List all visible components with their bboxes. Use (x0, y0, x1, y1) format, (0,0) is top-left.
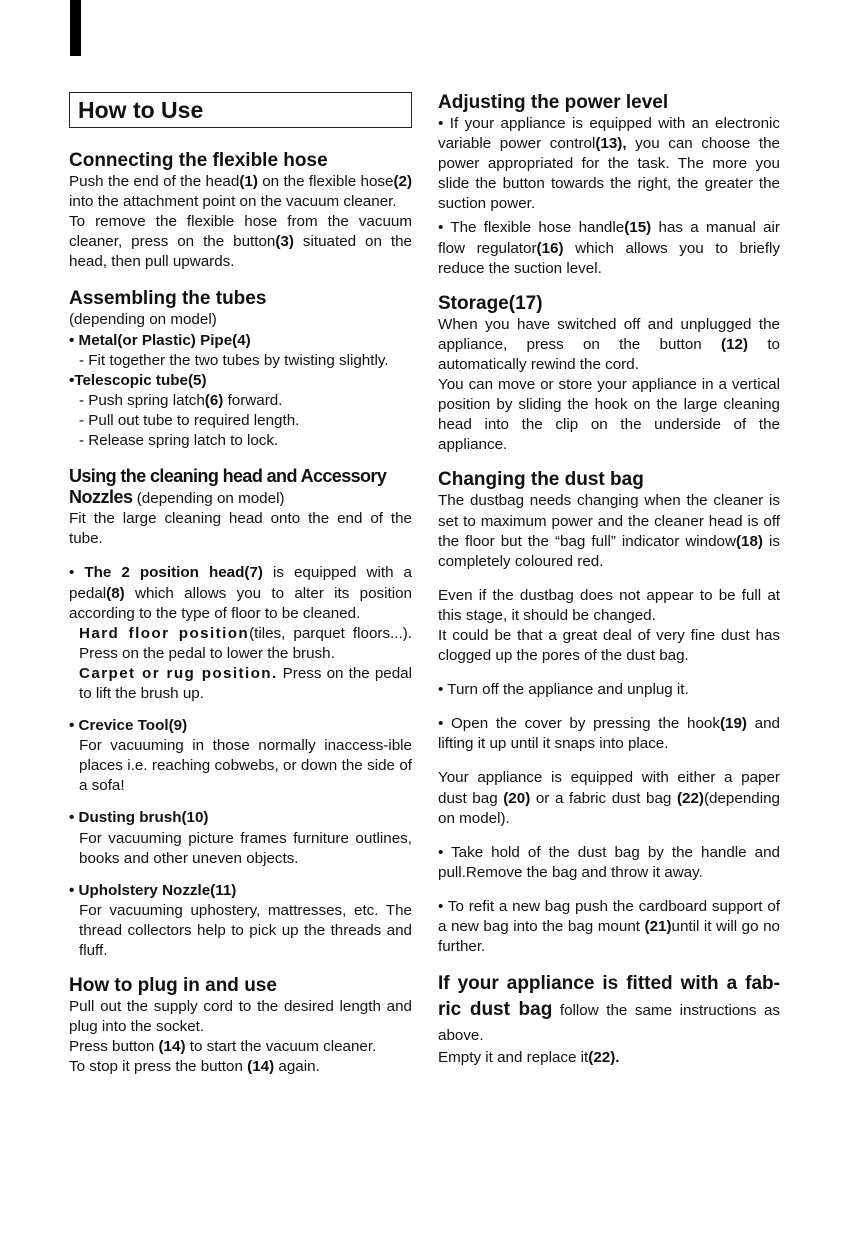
section-title-tubes: Assembling the tubes (69, 288, 267, 310)
two-position-head: • The 2 position head(7) is equipped with a pedal(8) which allows you to alter its position according to the type of floor to be cleaned. (69, 564, 412, 622)
section-title-power: Adjusting the power level (438, 92, 669, 113)
power-item-1: • If your appliance is equipped with an electronic variable power control(13), you can choose the power appropriated for the task. The more you slide the button towards the right, the greater the suction power. (438, 115, 780, 213)
tubes-subtitle: (depending on model) (69, 311, 217, 329)
section-title-plug: How to plug in and use (69, 975, 277, 997)
hose-paragraph-1: Push the end of the head(1) on the flexible hose(2) into the attachment point on the vacuum cleaner. (69, 173, 413, 211)
crevice-tool-label: • Crevice Tool(9) (69, 717, 188, 735)
power-item-2: • The flexible hose handle(15) has a manual air flow regulator(16) which allows you to briefly reduce the suction level. (438, 219, 781, 277)
bag-paragraph-1: The dustbag needs changing when the cleaner is set to maximum power and the cleaner head is off the floor but the “bag full” indicator window(18) is completely coloured red. (438, 492, 780, 570)
right-column (438, 92, 780, 1068)
telescopic-step-1: - Push spring latch(6) forward. (79, 391, 283, 409)
page-title: How to Use (69, 92, 412, 128)
nozzles-title-line2: Nozzles (depending on model) (69, 487, 285, 508)
storage-paragraph-2: You can move or store your appliance in a vertical position by sliding the hook on the large cleaning head into the clip on the underside of the appliance. (438, 376, 780, 454)
fabric-bag-paragraph: If your appliance is fitted with a fab-ric dust bag follow the same instructions as above. (438, 973, 781, 1045)
bag-type-paragraph: Your appliance is equipped with either a paper dust bag (20) or a fabric dust bag (22)(depending on model). (438, 769, 780, 827)
plug-paragraph-3: To stop it press the button (14) again. (69, 1058, 320, 1076)
telescopic-step-3: - Release spring latch to lock. (79, 432, 279, 450)
telescopic-label: •Telescopic tube(5) (69, 371, 207, 389)
bag-paragraph-2: Even if the dustbag does not appear to be full at this stage, it should be changed. (438, 586, 780, 624)
upholstery-nozzle-text: For vacuuming uphostery, mattresses, etc. The thread collectors help to pick up the threads and fluff. (79, 901, 412, 959)
storage-paragraph-1: When you have switched off and unplugged the appliance, press on the button (12) to automatically rewind the cord. (438, 315, 780, 373)
telescopic-step-2: - Pull out tube to required length. (79, 411, 300, 429)
section-tab-marker (70, 0, 81, 56)
bag-step-refit: • To refit a new bag push the cardboard support of a new bag into the bag mount (21)until it will go no further. (438, 897, 780, 956)
section-title-storage: Storage(17) (438, 292, 543, 314)
dusting-brush-text: For vacuuming picture frames furniture outlines, books and other uneven objects. (79, 829, 412, 867)
section-title-nozzles: Using the cleaning head and Accessory (69, 466, 387, 487)
crevice-tool-text: For vacuuming in those normally inaccess-ible places i.e. reaching cobwebs, or down the side of a sofa! (79, 737, 412, 795)
section-title-dust-bag: Changing the dust bag (438, 469, 644, 491)
plug-paragraph-1: Pull out the supply cord to the desired length and plug into the socket. (69, 998, 412, 1036)
fabric-bag-empty: Empty it and replace it(22). (438, 1049, 620, 1067)
plug-paragraph-2: Press button (14) to start the vacuum cleaner. (69, 1038, 377, 1056)
bag-paragraph-3: It could be that a great deal of very fine dust has clogged up the pores of the dust bag. (438, 626, 780, 665)
nozzles-intro: Fit the large cleaning head onto the end of the tube. (69, 510, 412, 548)
hose-paragraph-2: To remove the flexible hose from the vacuum cleaner, press on the button(3) situated on the head, then pull upwards. (69, 213, 412, 271)
metal-pipe-text: - Fit together the two tubes by twisting slightly. (79, 351, 389, 369)
dusting-brush-label: • Dusting brush(10) (69, 809, 209, 827)
metal-pipe-label: • Metal(or Plastic) Pipe(4) (69, 331, 251, 349)
bag-step-unplug: • Turn off the appliance and unplug it. (438, 681, 689, 699)
left-column (69, 92, 412, 1077)
bag-step-remove: • Take hold of the dust bag by the handle and pull.Remove the bag and throw it away. (438, 843, 780, 881)
section-title-hose: Connecting the flexible hose (69, 150, 328, 171)
bag-step-open-cover: • Open the cover by pressing the hook(19) and lifting it up until it snaps into place. (438, 715, 781, 753)
upholstery-nozzle-label: • Upholstery Nozzle(11) (69, 881, 237, 899)
carpet-position: Carpet or rug position. Press on the pedal to lift the brush up. (79, 664, 412, 702)
hard-floor-position: Hard floor position(tiles, parquet floors...). Press on the pedal to lower the brush. (79, 624, 412, 662)
